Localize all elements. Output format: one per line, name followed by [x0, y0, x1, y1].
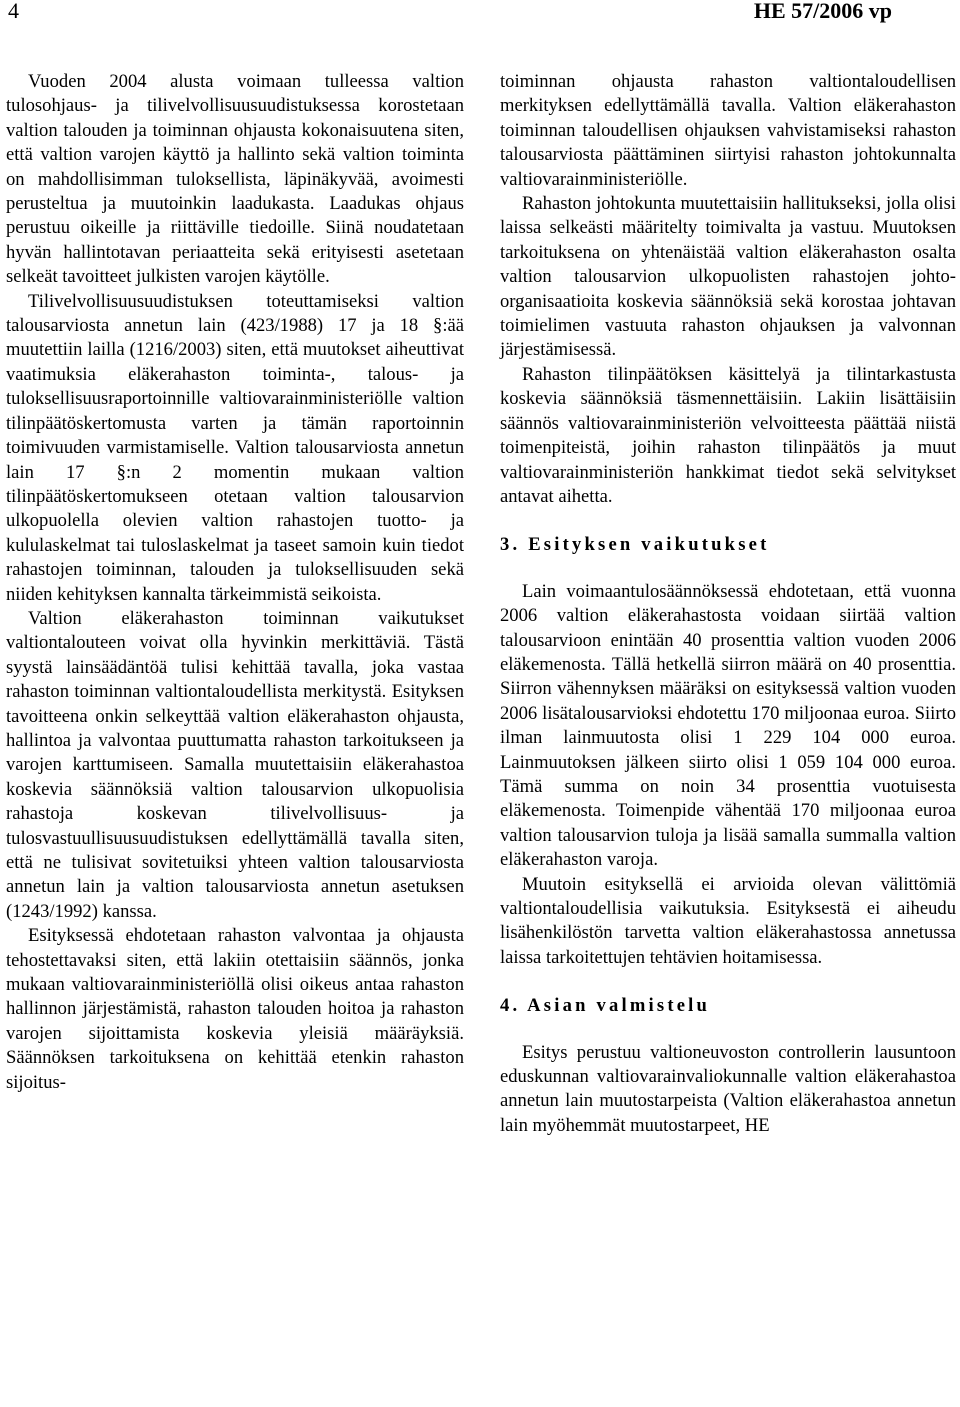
section-heading: 3. Esityksen vaikutukset [500, 534, 770, 556]
paragraph: Lain voimaantulosäännöksessä ehdotetaan, että vuonna 2006 valtion eläkerahastosta voidaan siirtää valtion talousarvioon enintään 40 prosenttia valtion vuoden 2006 eläkemenosta. Tällä hetkellä siirron määrä on 40 prosenttia. Siirron vähennyksen määräksi on esityksessä valtion vuoden 2006 lisätalousarvioksi ehdotettu 170 miljoonaa euroa. Siirto ilman lainmuutosta olisi 1 229 104 000 euroa. Lainmuutoksen jälkeen siirto olisi 1 059 104 000 euroa. Tämä summa on noin 34 prosenttia vuotuisesta eläkemenosta. Toimenpide vähentää 170 miljoonaa euroa valtion talousarvion tuloja ja lisää samalla summalla valtion eläkerahaston varoja. [500, 580, 956, 871]
paragraph: Rahaston tilinpäätöksen käsittelyä ja tilintarkastusta koskevia säännöksiä täsmennettäisiin. Lakiin lisättäisiin säännös valtiovarainministeriön velvoitteesta päättää niistä toimenpiteistä, joihin rahaston tilinpäätös ja muut valtiovarainministeriön hankkimat tiedot sekä selvitykset antavat aihetta. [500, 363, 956, 507]
paragraph: Esityksessä ehdotetaan rahaston valvontaa ja ohjausta tehostettavaksi siten, että lakiin otettaisiin säännös, jonka mukaan valtiovarainministeriöllä olisi oikeus antaa rahaston hallinnon järjestämistä, rahaston talouden hoitoa ja rahaston varojen sijoittamista koskevia yleisiä määräyksiä. Säännöksen tarkoituksena on kehittää etenkin rahaston sijoitus- [6, 925, 464, 1093]
paragraph: Tilivelvollisuusuudistuksen toteuttamiseksi valtion talousarviosta annetun lain (423/1988) 17 ja 18 §:ää muutettiin lailla (1216/2003) siten, että muutokset aiheuttivat vaatimuksia eläkerahaston toiminta-, talous- ja tuloksellisuusraportoinnille valtiovarainministeriölle valtion tilinpäätöskertomusta varten ja tämän raportoinnin toimivuuden varmistamiselle. Valtion talousarviosta annetun lain 17 §:n 2 momentin mukaan valtion tilinpäätöskertomukseen otetaan valtion talousarvion ulkopuolella olevien valtion rahastojen tuotto- ja kululaskelmat tai tuloslaskelmat ja taseet samoin kuin tiedot rahastojen toiminnan, talouden ja tuloksellisuuden sekä niiden kehityksen kannalta tärkeimmistä seikoista. [6, 290, 464, 605]
paragraph: toiminnan ohjausta rahaston valtiontaloudellisen merkityksen edellyttämällä tavalla. Valtion eläkerahaston toiminnan taloudellisen ohjauksen vahvistamiseksi rahaston talousarviosta päättäminen siirtyisi rahaston johtokunnalta valtiovarainministeriölle. [500, 71, 956, 190]
paragraph: Esitys perustuu valtioneuvoston controllerin lausuntoon eduskunnan valtiovarainvaliokunnalle valtion eläkerahastoa annetun lain muutostarpeista (Valtion eläkerahastoa annetun lain myöhemmät muutostarpeet, HE [500, 1041, 956, 1136]
paragraph: Muutoin esityksellä ei arvioida olevan välittömiä valtiontaloudellisia vaikutuksia. Esityksestä ei aiheudu lisähenkilöstön tarvetta valtion eläkerahastossa annetussa laissa tarkoitettujen tehtävien hoitamisessa. [500, 873, 956, 968]
section-heading: 4. Asian valmistelu [500, 995, 711, 1017]
page-header [0, 0, 960, 30]
paragraph: Valtion eläkerahaston toiminnan vaikutukset valtiontalouteen voivat olla hyvinkin merkittäviä. Tästä syystä lainsäädäntöä tulisi kehittää tavalla, joka vastaa rahaston toiminnan valtiontaloudellista merkitystä. Esityksen tavoitteena onkin selkeyttää valtion eläkerahaston ohjausta, hallintoa ja valvontaa puuttumatta rahaston tarkoitukseen ja varojen karttumiseen. Samalla muutettaisiin eläkerahastoa koskevia säännöksiä valtion talousarvion ulkopuolisia rahastoja koskevan tilivelvollisuus- ja tulosvastuullisuusuudistuksen edellyttämällä tavalla siten, että ne tulisivat sovitetuiksi yhteen valtion talousarviosta annetun lain ja valtion talousarviosta annetun asetuksen (1243/1992) kanssa. [6, 607, 464, 922]
page-number: 4 [8, 0, 19, 23]
paragraph: Rahaston johtokunta muutettaisiin hallitukseksi, jolla olisi laissa selkeästi määritelty toimivalta ja vastuu. Muutoksen tarkoituksena on yhtenäistää valtion eläkerahaston osalta valtion talousarvion ulkopuolisten rahastojen johto-organisaatioita koskevia säännöksiä sekä korostaa johtavan toimielimen vastuuta rahaston ohjauksen ja valvonnan järjestämisessä. [500, 193, 956, 361]
document-id: HE 57/2006 vp [753, 0, 892, 23]
right-column [500, 70, 956, 1138]
paragraph: Vuoden 2004 alusta voimaan tulleessa valtion tulosohjaus- ja tilivelvollisuusuudistuksessa korostetaan valtion talouden ja toiminnan ohjausta kokonaisuutena siten, että valtion varojen käyttö ja hallinto sekä valtion toiminta on mahdollisimman tuloksellista, läpinäkyvää, avoimesti perusteltua ja muutoinkin laadukasta. Laadukas ohjaus perustuu oikeille ja riittäville tiedoille. Siinä noudatetaan hyvän hallintotavan periaatteita sekä erityisesti asetetaan selkeät tavoitteet julkisten varojen käytölle. [6, 71, 464, 288]
left-column [6, 70, 464, 1095]
